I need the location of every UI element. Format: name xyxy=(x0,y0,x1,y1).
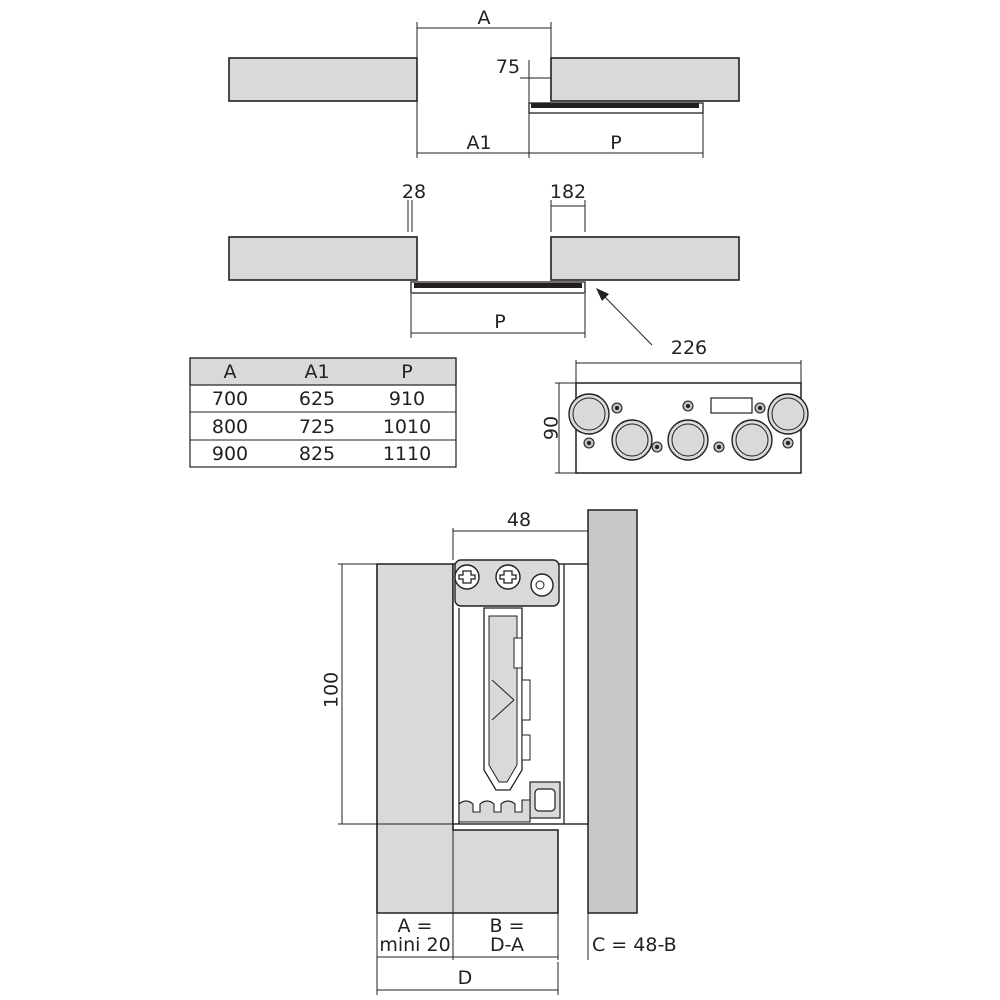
wall-right-section xyxy=(588,510,637,913)
dim-48-label: 48 xyxy=(506,509,532,531)
section-view xyxy=(321,509,677,995)
bracket-pin xyxy=(531,574,553,596)
label-a-line2: mini 20 xyxy=(379,934,451,956)
sliding-panel-top xyxy=(529,103,703,113)
sliding-panel-mid xyxy=(411,282,585,293)
dim-p-label-top: P xyxy=(610,132,622,154)
dim-28-label: 28 xyxy=(401,181,427,203)
table-cell: 825 xyxy=(298,443,336,465)
label-b-line2: D-A xyxy=(489,934,525,956)
table-cell: 900 xyxy=(211,443,249,465)
table-cell: 1010 xyxy=(382,416,432,438)
dim-p-label-mid: P xyxy=(494,311,506,333)
table-header-p: P xyxy=(401,361,413,383)
label-a-line1: A = xyxy=(397,915,433,937)
table-cell: 725 xyxy=(298,416,336,438)
table-cell: 700 xyxy=(211,388,249,410)
dim-75-label: 75 xyxy=(495,56,521,78)
wall-left-top xyxy=(229,58,417,101)
bracket-screw xyxy=(455,565,479,589)
plate-slot xyxy=(711,398,752,413)
dim-182-label: 182 xyxy=(549,181,587,203)
mounting-plate-detail xyxy=(541,337,809,473)
detail-arrow xyxy=(596,288,652,345)
bracket-screw xyxy=(496,565,520,589)
label-d: D xyxy=(457,967,473,989)
dimension-table xyxy=(190,358,456,467)
dim-100-label: 100 xyxy=(320,671,343,709)
wall-left-mid xyxy=(229,237,417,280)
table-cell: 910 xyxy=(388,388,426,410)
table-cell: 800 xyxy=(211,416,249,438)
wall-right-top xyxy=(551,58,739,101)
dim-a-label: A xyxy=(477,7,491,29)
table-cell: 625 xyxy=(298,388,336,410)
label-b-line1: B = xyxy=(489,915,525,937)
mid-view xyxy=(229,181,739,345)
dim-a1-label: A1 xyxy=(466,132,492,154)
dim-90-label: 90 xyxy=(540,415,563,441)
table-header-a1: A1 xyxy=(304,361,330,383)
top-view xyxy=(229,7,739,158)
wall-right-mid xyxy=(551,237,739,280)
table-header-a: A xyxy=(223,361,237,383)
dim-226-label: 226 xyxy=(670,337,708,359)
table-cell: 1110 xyxy=(382,443,432,465)
label-c: C = 48-B xyxy=(592,934,677,956)
